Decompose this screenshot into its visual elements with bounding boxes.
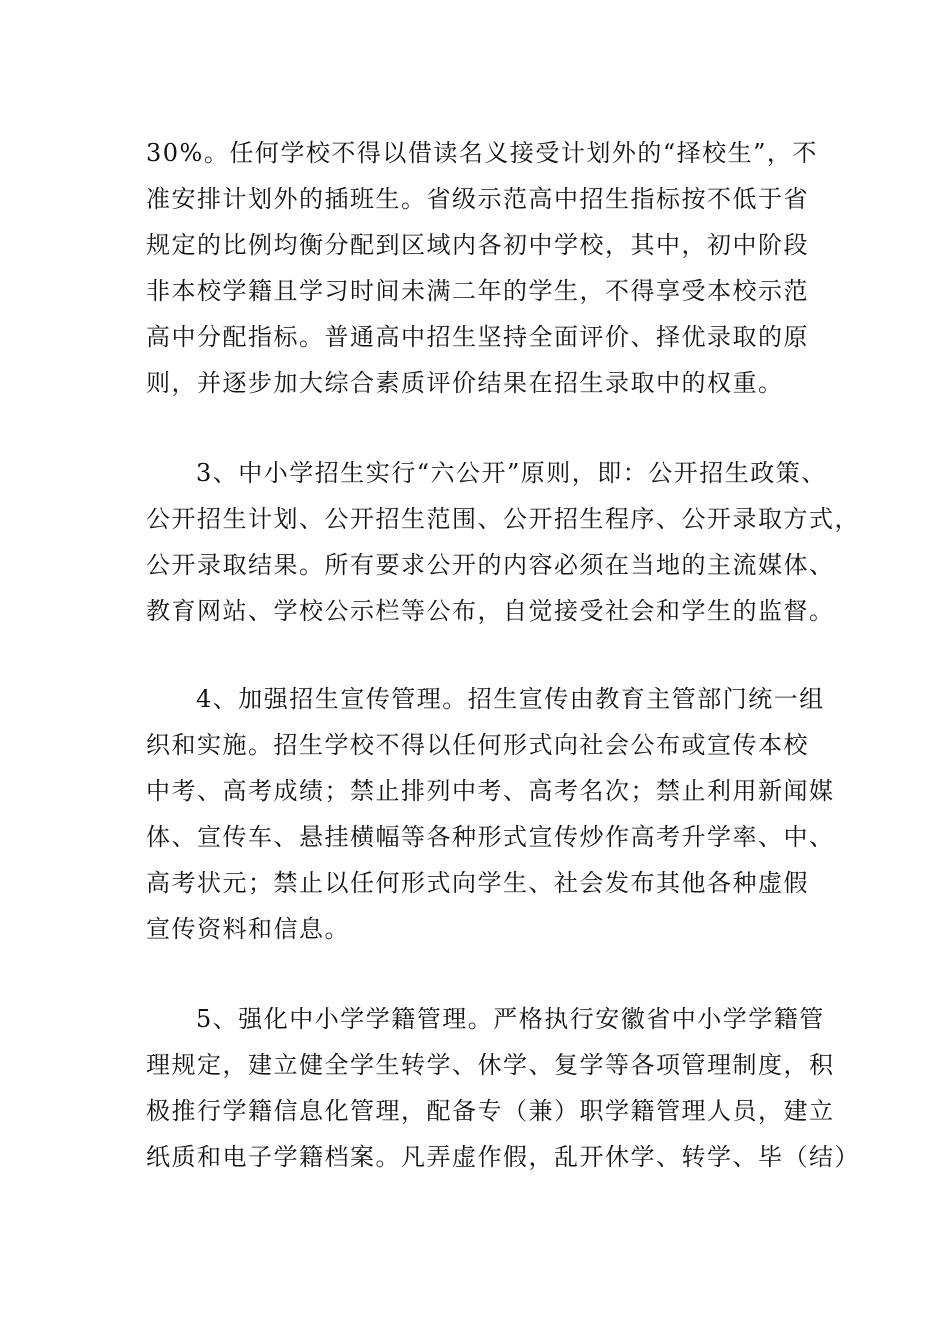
- paragraph-continuation: [146, 130, 818, 406]
- text-line: 中考、高考成绩；禁止排列中考、高考名次；禁止利用新闻媒: [146, 777, 835, 805]
- text-line: 5、强化中小学学籍管理。严格执行安徽省中小学学籍管: [196, 1005, 825, 1033]
- text-line: 纸质和电子学籍档案。凡弄虚作假，乱开休学、转学、毕（结）: [146, 1143, 860, 1171]
- text-line: 准安排计划外的插班生。省级示范高中招生指标按不低于省: [146, 185, 809, 213]
- text-line: 高中分配指标。普通高中招生坚持全面评价、择优录取的原: [146, 323, 809, 351]
- text-line: 则，并逐步加大综合素质评价结果在招生录取中的权重。: [146, 369, 784, 397]
- text-line: 宣传资料和信息。: [146, 915, 350, 943]
- text-line: 规定的比例均衡分配到区域内各初中学校，其中，初中阶段: [146, 231, 809, 259]
- paragraph-item-3: [146, 450, 860, 634]
- text-line: 4、加强招生宣传管理。招生宣传由教育主管部门统一组: [196, 685, 825, 713]
- text-line: 公开录取结果。所有要求公开的内容必须在当地的主流媒体、: [146, 551, 835, 579]
- paragraph-item-5: [146, 996, 860, 1180]
- text-line: 公开招生计划、公开招生范围、公开招生程序、公开录取方式，: [146, 505, 860, 533]
- text-line: 3、中小学招生实行“六公开”原则，即：公开招生政策、: [196, 459, 827, 487]
- paragraph-item-4: [146, 676, 835, 952]
- text-line: 高考状元；禁止以任何形式向学生、社会发布其他各种虚假: [146, 869, 809, 897]
- text-line: 体、宣传车、悬挂横幅等各种形式宣传炒作高考升学率、中、: [146, 823, 835, 851]
- text-line: 教育网站、学校公示栏等公布，自觉接受社会和学生的监督。: [146, 597, 835, 625]
- text-line: 极推行学籍信息化管理，配备专（兼）职学籍管理人员，建立: [146, 1097, 835, 1125]
- text-line: 非本校学籍且学习时间未满二年的学生，不得享受本校示范: [146, 277, 809, 305]
- text-line: 理规定，建立健全学生转学、休学、复学等各项管理制度，积: [146, 1051, 835, 1079]
- text-line: 织和实施。招生学校不得以任何形式向社会公布或宣传本校: [146, 731, 809, 759]
- text-line: 30%。任何学校不得以借读名义接受计划外的“择校生”，不: [146, 139, 818, 167]
